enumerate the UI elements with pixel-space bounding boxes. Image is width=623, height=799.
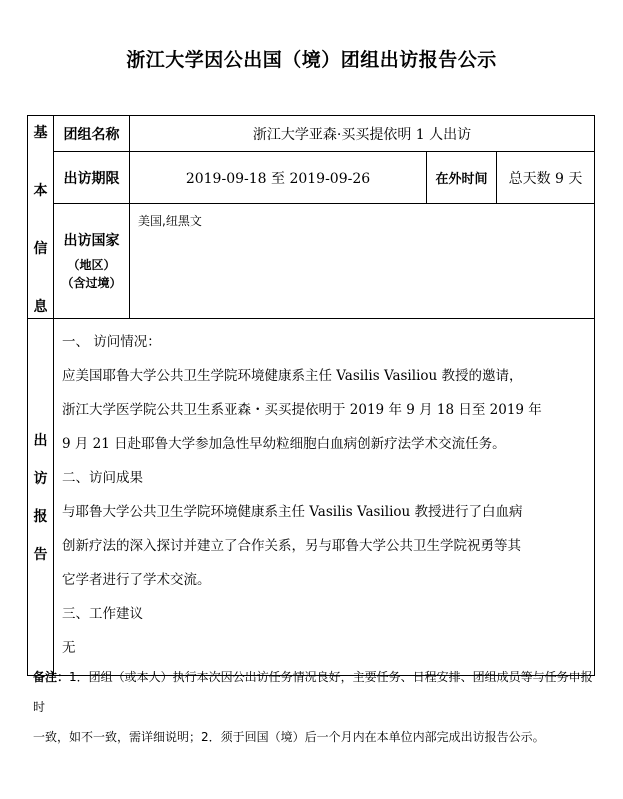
time-abroad-label: 在外时间: [427, 152, 497, 204]
visit-report-content: [54, 319, 595, 676]
report-line: 浙江大学医学院公共卫生系亚森・买买提依明于 2019 年 9 月 18 日至 2019 年: [62, 402, 542, 418]
report-line: 三、工作建议: [62, 606, 143, 622]
basic-info-char: 信: [33, 241, 48, 258]
remarks-label: 备注：: [33, 670, 70, 684]
total-days-value: 总天数 9 天: [497, 152, 595, 204]
period-label: 出访期限: [54, 152, 130, 204]
visit-report-char: 报: [33, 509, 48, 525]
report-form-table: [27, 115, 595, 676]
page-title: 浙江大学因公出国（境）团组出访报告公示: [126, 49, 497, 71]
country-value: 美国,纽黑文: [130, 204, 595, 319]
country-sub-label: （地区）: [67, 258, 116, 272]
report-line: 一、 访问情况：: [62, 334, 161, 350]
report-line: 它学者进行了学术交流。: [62, 572, 211, 588]
group-name-row: [28, 116, 595, 152]
group-name-label: 团组名称: [54, 116, 130, 152]
report-line: 应美国耶鲁大学公共卫生学院环境健康系主任 Vasilis Vasiliou 教授的邀请，: [62, 368, 523, 384]
report-row: [28, 319, 595, 676]
report-line: 二、访问成果: [62, 470, 143, 486]
basic-info-section-label: [28, 116, 54, 319]
remarks-line: 1．团组（或本人）执行本次因公出访任务情况良好，主要任务、日程安排、团组成员等与任务申报时: [33, 670, 593, 714]
basic-info-char: 息: [33, 299, 48, 316]
basic-info-char: 基: [33, 124, 48, 141]
remarks-line: 一致，如不一致，需详细说明；2．须于回国（境）后一个月内在本单位内部完成出访报告公示。: [33, 730, 545, 744]
country-row: [28, 204, 595, 319]
country-label: 出访国家: [63, 233, 120, 249]
report-line: 9 月 21 日赴耶鲁大学参加急性早幼粒细胞白血病创新疗法学术交流任务。: [62, 436, 506, 452]
report-line: 创新疗法的深入探讨并建立了合作关系，另与耶鲁大学公共卫生学院祝勇等其: [62, 538, 521, 554]
basic-info-char: 本: [33, 182, 48, 199]
visit-report-char: 访: [33, 471, 48, 487]
report-line: 无: [62, 640, 76, 656]
period-row: [28, 152, 595, 204]
period-value: 2019-09-18 至 2019-09-26: [130, 152, 427, 204]
group-name-value: 浙江大学亚森·买买提依明 1 人出访: [130, 116, 595, 152]
visit-report-section-label: [28, 319, 54, 676]
country-label-cell: [54, 204, 130, 319]
remarks: [33, 662, 598, 752]
visit-report-char: 告: [33, 547, 48, 563]
country-sub-label: （含过境）: [61, 276, 122, 290]
visit-report-char: 出: [33, 433, 48, 449]
report-line: 与耶鲁大学公共卫生学院环境健康系主任 Vasilis Vasiliou 教授进行了白血病: [62, 504, 523, 520]
